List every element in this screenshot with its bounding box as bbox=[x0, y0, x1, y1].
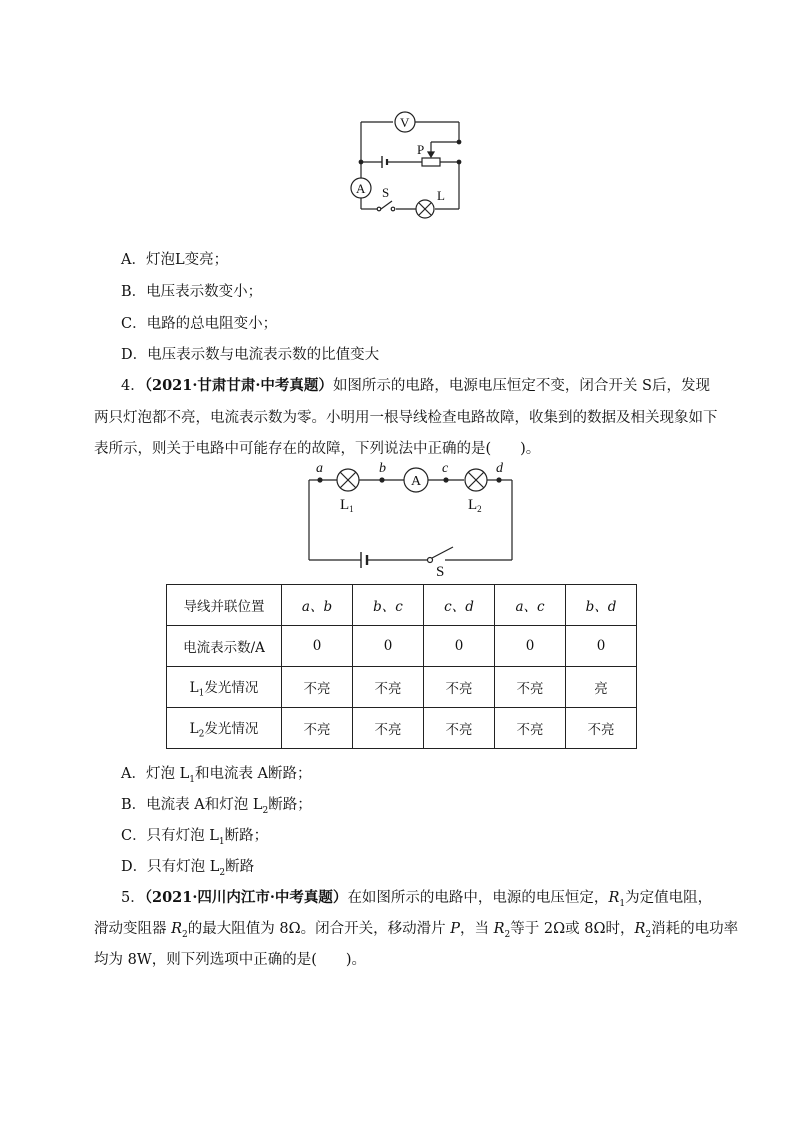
q3-circuit-diagram bbox=[340, 108, 480, 223]
q4-number: 4． bbox=[121, 378, 145, 394]
q4-label-d: d bbox=[496, 461, 503, 476]
q5-stem-line1: 5．（2021·四川内江市·中考真题）在如图所示的电路中，电源的电压恒定，$R_1$为定值电阻， bbox=[121, 889, 713, 909]
table-cell: 0 bbox=[424, 626, 495, 667]
q5-stem-line3: 均为 8W，则下列选项中正确的是( )。 bbox=[94, 952, 367, 968]
q3-option-d: D．电压表示数与电流表示数的比值变大 bbox=[121, 347, 380, 363]
q4-label-b: b bbox=[379, 461, 386, 476]
q4-data-table bbox=[166, 584, 637, 749]
q3-label-l: L bbox=[437, 188, 445, 203]
table-cell: 0 bbox=[495, 626, 566, 667]
q4-label-a: a bbox=[316, 461, 323, 476]
q3-label-v: V bbox=[400, 115, 410, 130]
q4-option-d: D．只有灯泡 $L_2$断路 bbox=[121, 859, 255, 878]
table-row bbox=[167, 626, 637, 667]
table-cell: 不亮 bbox=[495, 708, 566, 749]
table-cell: 不亮 bbox=[353, 708, 424, 749]
table-row-label: 电流表示数/A bbox=[167, 626, 282, 667]
table-cell: 不亮 bbox=[566, 708, 637, 749]
q4-label-s: S bbox=[436, 564, 445, 580]
q4-label-l2: $L_2$ bbox=[468, 497, 482, 514]
table-row bbox=[167, 585, 637, 626]
table-cell: 0 bbox=[566, 626, 637, 667]
table-header-cell: b、d bbox=[566, 585, 637, 626]
table-cell: 不亮 bbox=[495, 667, 566, 708]
q4-stem-text1: 如图所示的电路，电源电压恒定不变，闭合开关 S后，发现 bbox=[332, 378, 710, 394]
q4-stem-line2: 两只灯泡都不亮，电流表示数为零。小明用一根导线检查电路故障，收集到的数据及相关现象如下 bbox=[94, 410, 718, 426]
q3-label-p: P bbox=[417, 142, 425, 157]
q4-label-ammeter: A bbox=[411, 474, 422, 489]
table-row-label: $L_1$发光情况 bbox=[167, 667, 282, 708]
table-cell: 不亮 bbox=[353, 667, 424, 708]
table-header-cell: a、c bbox=[495, 585, 566, 626]
table-header-label: 导线并联位置 bbox=[167, 585, 282, 626]
table-cell: 不亮 bbox=[424, 708, 495, 749]
table-cell: 不亮 bbox=[282, 667, 353, 708]
q4-option-b: B．电流表 A和灯泡 $L_2$断路； bbox=[121, 797, 312, 816]
q3-option-b: B．电压表示数变小； bbox=[121, 284, 263, 300]
q3-option-c: C．电路的总电阻变小； bbox=[121, 316, 278, 332]
table-row bbox=[167, 667, 637, 708]
q4-option-a: A．灯泡 $L_1$和电流表 A断路； bbox=[121, 766, 312, 785]
table-row bbox=[167, 708, 637, 749]
q3-option-a: A．灯泡L变亮； bbox=[121, 252, 229, 268]
q4-circuit-diagram bbox=[300, 460, 520, 580]
q4-source: （2021·甘肃甘肃·中考真题） bbox=[144, 377, 333, 394]
q3-label-s: S bbox=[382, 185, 390, 200]
q4-label-l1: $L_1$ bbox=[340, 497, 354, 514]
table-header-cell: b、c bbox=[353, 585, 424, 626]
table-cell: 0 bbox=[282, 626, 353, 667]
q4-label-c: c bbox=[442, 461, 449, 476]
q5-number: 5． bbox=[121, 890, 145, 906]
q5-stem-line2: 滑动变阻器 $R_2$的最大阻值为 8Ω。闭合开关，移动滑片 P，当 $R_2$等于 2Ω或 8Ω时，$R_2$消耗的电功率 bbox=[94, 921, 739, 940]
table-cell: 不亮 bbox=[282, 708, 353, 749]
table-header-cell: c、d bbox=[424, 585, 495, 626]
q5-source: （2021·四川内江市·中考真题） bbox=[144, 889, 348, 906]
table-header-cell: a、b bbox=[282, 585, 353, 626]
q4-stem-line1 bbox=[121, 374, 710, 395]
q4-option-c: C．只有灯泡 $L_1$断路； bbox=[121, 828, 269, 847]
table-cell: 0 bbox=[353, 626, 424, 667]
q3-label-a: A bbox=[356, 181, 366, 196]
table-row-label: $L_2$发光情况 bbox=[167, 708, 282, 749]
table-cell: 亮 bbox=[566, 667, 637, 708]
table-cell: 不亮 bbox=[424, 667, 495, 708]
q4-stem-line3: 表所示，则关于电路中可能存在的故障，下列说法中正确的是( )。 bbox=[94, 441, 541, 457]
